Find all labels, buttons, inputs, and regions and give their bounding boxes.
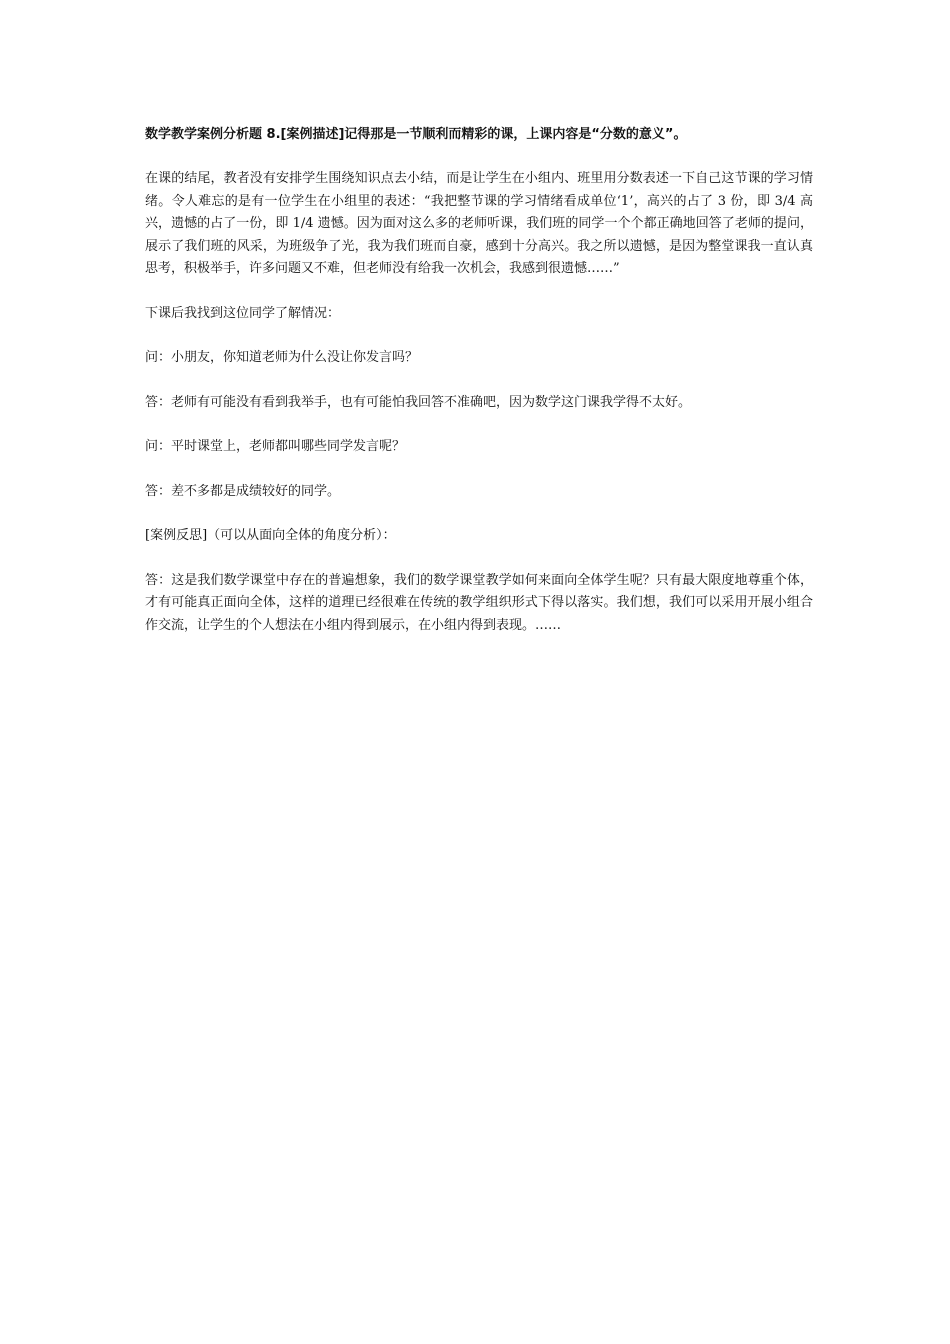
paragraph-question-1: 问：小朋友，你知道老师为什么没让你发言吗？ [145,350,419,365]
paragraph-reflection-heading: [案例反思]（可以从面向全体的角度分析）： [145,528,396,543]
document-body [145,124,813,659]
paragraph-answer-2: 答：差不多都是成绩较好的同学。 [145,483,341,499]
paragraph-answer-1: 答：老师有可能没有看到我举手，也有可能怕我回答不准确吧，因为数学这门课我学得不太好。 [145,394,692,410]
paragraph-reflection-answer: 答：这是我们数学课堂中存在的普遍想象，我们的数学课堂教学如何来面向全体学生呢？只有最大限度地尊重个体，才有可能真正面向全体，这样的道理已经很难在传统的教学组织形式下得以落实。我们想，我们可以采用开展小组合作交流，让学生的个人想法在小组内得到展示，在小组内得到表现。…… [145,572,813,633]
paragraph-question-2: 问：平时课堂上，老师都叫哪些同学发言呢？ [145,439,406,454]
paragraph-case-description: 在课的结尾，教者没有安排学生围绕知识点去小结，而是让学生在小组内、班里用分数表述一下自己这节课的学习情绪。令人难忘的是有一位学生在小组里的表述：“我把整节课的学习情绪看成单位‘1’，高兴的占了 3 份，即 3/4 高兴，遗憾的占了一份，即 1/4 遗憾。因为面对这么多的老师听课，我们班的同学一个个都正确地回答了老师的提问，展示了我们班的风采，为班级争了光，我为我们班而自豪，感到十分高兴。我之所以遗憾，是因为整堂课我一直认真思考，积极举手，许多问题又不难，但老师没有给我一次机会，我感到很遗憾……” [145,171,813,276]
paragraph-after-class: 下课后我找到这位同学了解情况： [145,305,341,321]
document-title: 数学教学案例分析题 8.[案例描述]记得那是一节顺利而精彩的课，上课内容是“分数的意义”。 [145,127,687,142]
